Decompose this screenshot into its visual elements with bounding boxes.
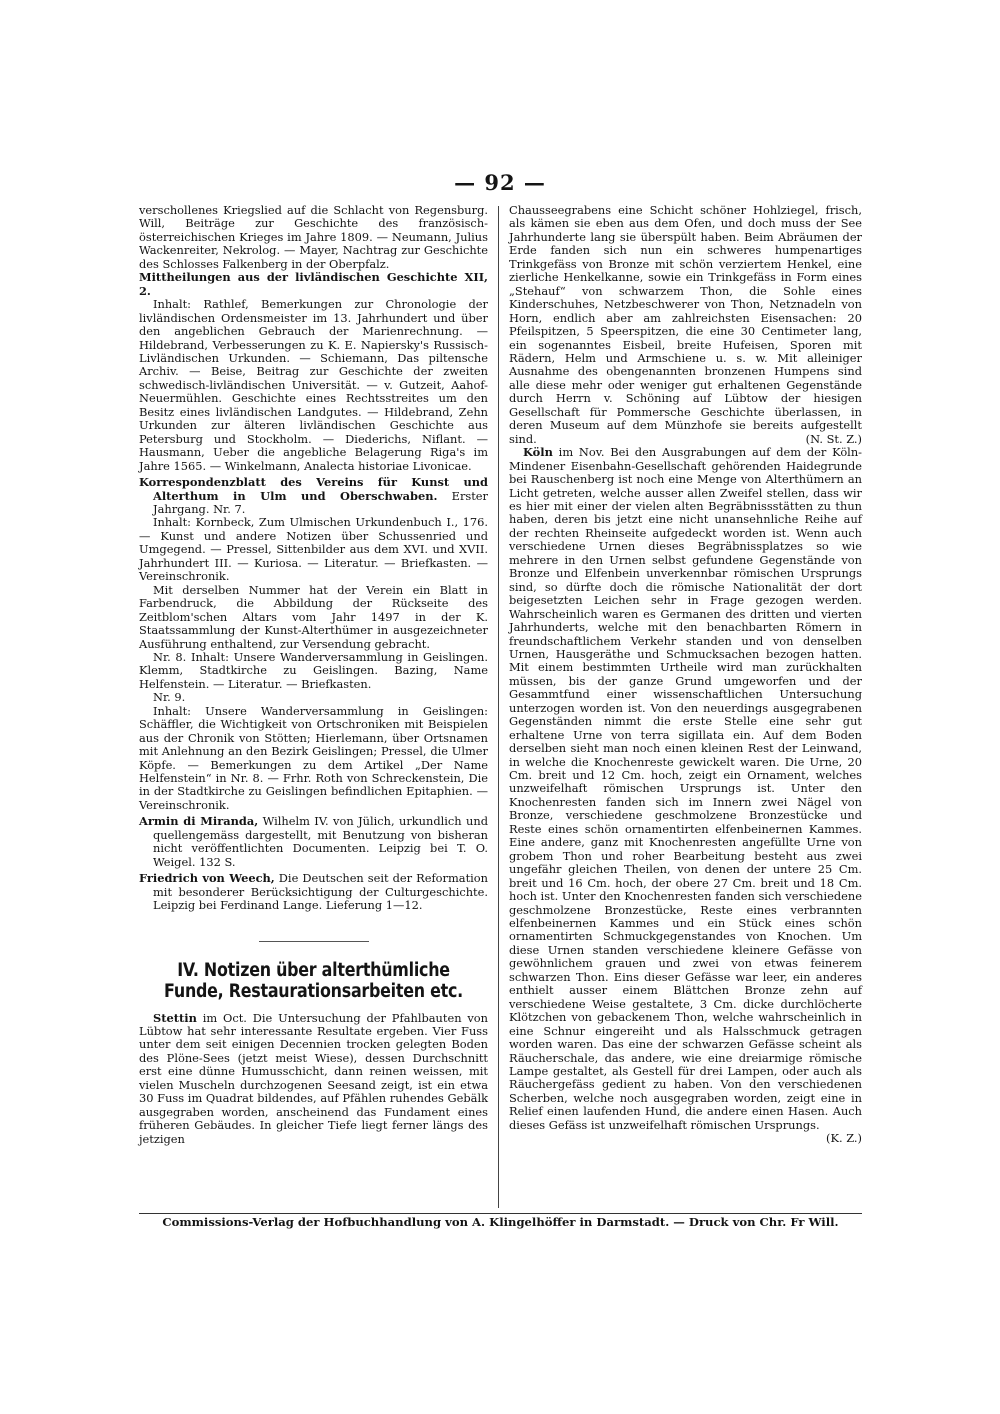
section-title: IV. Notizen über alterthümliche Funde, Restaurationsarbeiten etc. — [164, 959, 463, 1002]
entry-ulm-title: Korrespondenzblatt des Vereins für Kunst und Alterthum in Ulm und Oberschwaben. — [139, 475, 488, 503]
section-divider — [259, 941, 369, 942]
entry-weech-author: Friedrich von Weech, — [139, 871, 275, 886]
entry-ulm-p2: Mit derselben Nummer hat der Verein ein Blatt in Farbendruck, die Abbildung der Rückseite des Zeitblom'schen Altars vom Jahr 1497 in der K. Staatssammlung der Kunst-Alterthümer in ausgezeichneter Ausführung enthaltend, zur Versendung gebracht. — [139, 582, 488, 651]
report-stettin-continued — [509, 204, 862, 446]
footer-rule — [139, 1213, 862, 1214]
entry-ulm-title-rest: Erster Jahrgang. Nr. 7. — [153, 488, 488, 516]
entry-miranda — [139, 815, 488, 869]
entry-livland-body: Inhalt: Rathlef, Bemerkungen zur Chronologie der livländischen Ordensmeister im 13. Jahrhundert und über den angeblichen Gebrauch der Marienrechnung. — Hildebrand, Verbesserungen zu K. E. Napiersky's Russisch-Livländischen Urkunden. — Schiemann, Das piltensche Archiv. — Beise, Beitrag zur Geschichte der zweiten schwedisch-livländischen Universität. — v. Gutzeit, Aahof-Neuermühlen. Geschichte eines Rechtsstreites um den Besitz eines livländischen Landgutes. — Hildebrand, Zehn Urkunden zur älteren livländischen Geschichte aus Petersburg und Stockholm. — Diederichs, Niflant. — Hausmann, Ueber die angebliche Belagerung Riga's im Jahre 1565. — Winkelmann, Analecta historiae Livonicae. — [139, 297, 488, 473]
report-koeln — [509, 445, 863, 1146]
report-koeln-place: Köln — [523, 445, 553, 460]
entry-weech-body: Die Deutschen seit der Reformation mit besonderer Berücksichtigung der Culturgeschichte. Leipzig bei Ferdinand Lange. Lieferung 1—12. — [153, 871, 488, 913]
entry-ulm-heading — [139, 476, 488, 516]
column-rule — [498, 206, 499, 1208]
report-stettin-place: Stettin — [153, 1010, 197, 1025]
left-column — [139, 204, 488, 1146]
entry-ulm-p5: Inhalt: Unsere Wanderversammlung in Geislingen: Schäffler, die Wichtigkeit von Ortschroniken mit Beispielen aus der Chronik von Stötten; Hierlemann, über Ortsnamen mit Anlehnung an den Bezirk Geislingen; Pressel, die Ulmer Köpfe. — Bemerkungen zu dem Artikel „Der Name Helfenstein“ in Nr. 8. — Frhr. Roth von Schreckenstein, Die in der Stadtkirche zu Geislingen befindlichen Epitaphien. — Vereinschronik. — [139, 703, 488, 812]
footer-imprint: Commissions-Verlag der Hofbuchhandlung von A. Klingelhöffer in Darmstadt. — Druck von Chr. Fr Will. — [162, 1215, 839, 1229]
report-stettin — [139, 1012, 488, 1147]
report-stettin-body: im Oct. Die Untersuchung der Pfahlbauten von Lübtow hat sehr interessante Resultate ergeben. Vier Fuss unter dem seit einigen Decennien trocken gelegten Boden des Plöne-Sees (jetzt meist Wiese), dessen Durchschnitt erst eine dünne Humusschicht, dann reinen weissen, mit vielen Muscheln durchzogenen Seesand zeigt, ist ein etwa 30 Fuss im Quadrat bildendes, auf Pfählen ruhendes Gebälk ausgegraben worden, anscheinend das Fundament eines früheren Gebäudes. In gleicher Tiefe liegt ferner längs des jetzigen — [139, 1010, 488, 1146]
report-stettin-cont-text: Chausseegrabens eine Schicht schöner Hohlziegel, frisch, als kämen sie eben aus dem Ofen, und doch muss der See Jahrhunderte lang sie überspült haben. Beim Abräumen der Erde fanden sich nun ein schweres humpenartiges Trinkgefäss von Bronze mit schön verziertem Henkel, eine zierliche Henkelkanne, sowie ein Trinkgefäss in Form eines „Stehauf“ von schwarzem Thon, die Sohle eines Kinderschuhes, Netzbeschwerer von Thon, Netznadeln von Horn, endlich aber am zahlreichsten Eisensachen: 20 Pfeilspitzen, 5 Speerspitzen, die eine 30 Centimeter lang, ein sogenanntes Eisbeil, breite Hufeisen, Sporen mit Rädern, Helm und Armschiene u. s. w. Mit alleiniger Ausnahme des obengenannten bronzenen Humpens sind alle diese mehr oder weniger gut erhaltenen Gegenstände durch Herrn v. Schöning auf Lübtow der hiesigen Gesellschaft für Pommersche Geschichte überlassen, in deren Museum auf dem Münzhofe sie bereits aufgestellt sind. — [509, 203, 862, 446]
entry-livland-title: Mittheilungen aus der livländischen Geschichte XII, 2. — [139, 270, 488, 298]
entry-miranda-body: Wilhelm IV. von Jülich, urkundlich und quellengemäss dargestellt, mit Benutzung von bisheran nicht veröffentlichten Documenten. Leipzig bei T. O. Weigel. 132 S. — [153, 814, 488, 869]
entry-ulm-p4: Nr. 9. — [153, 690, 186, 705]
report-koeln-body: im Nov. Bei den Ausgrabungen auf dem der Köln-Mindener Eisenbahn-Gesellschaft gehörenden Haidegrunde bei Rauschenberg ist noch eine Menge von Alterthümern an Licht getreten, welche ausser allen Zweifel stellen, dass wir es hier mit einer der vielen alten Begräbnissstätten zu thun haben, deren bis jetzt eine nicht unansehnliche Reihe auf der rechten Rheinseite aufgedeckt worden ist. Wenn auch verschiedene Urnen dieses Begräbnissplatzes so wie mehrere in den Urnen selbst gefundene Gegenstände von Bronze und Elfenbein unverkennbar römischen Ursprungs sind, so dürfte doch die römische Nationalität der dort beigesetzten Leichen sehr in Frage gezogen werden. Wahrscheinlich waren es Germanen des dritten und vierten Jahrhunderts, welche mit den benachbarten Römern in freundschaftlichem Verkehr standen und von denselben Urnen, Hausgeräthe und Schmucksachen bezogen hatten. Mit einem bestimmten Urtheile wird man zurückhalten müssen, bis der ganze Grund umgeworfen und der Gesammtfund einer wissenschaftlichen Untersuchung unterzogen worden ist. Von den neuerdings ausgegrabenen Gegenständen nimmt die erste Stelle eine sehr gut erhaltene Urne von terra sigillata ein. Auf dem Boden derselben sieht man noch einen kleinen Rest der Leinwand, in welche die Knochenreste gewickelt waren. Die Urne, 20 Cm. breit und 12 Cm. hoch, zeigt ein Ornament, welches unzweifelhaft römischen Ursprungs ist. Unter den Knochenresten fanden sich im Innern zwei Nägel von Bronze, verschiedene geschmolzene Bronzestücke und Reste eines schön ornamentirten elfenbeinernen Kammes. Eine andere, ganz mit Knochenresten angefüllte Urne von grobem Thon und roher Bearbeitung besteht aus zwei ungefähr gleichen Theilen, von denen der untere 25 Cm. breit und 16 Cm. hoch, der obere 27 Cm. breit und 18 Cm. hoch ist. Unter den Knochenresten fanden sich verschiedene geschmolzene Bronzestücke, Reste eines verbrannten elfenbeinernen Kammes und ein Stück eines schön ornamentirten Schmuckgegenstandes von Knochen. Um diese Urnen standen verschiedene kleinere Gefässe von gewöhnlichem grauen und zwei von etwas feinerem schwarzen Thon. Eins dieser Gefässe war leer, ein anderes enthielt ausser einem Blättchen Bronze zehn auf verschiedene Weise gestaltete, 3 Cm. dicke durchlöcherte Klötzchen von gebackenem Thon, welche wahrscheinlich in eine Schnur eingereiht und als Halsschmuck getragen worden waren. Das eine der schwarzen Gefässe scheint als Räucherschale, das andere, wie eine dreiarmige römische Lampe gestaltet, als Gestell für drei Lampen, oder auch als Räuchergefäss gedient zu haben. Von den verschiedenen Scherben, welche noch ausgegraben worden, zeigt eine in Relief einen laufenden Hund, die andere einen Hasen. Auch dieses Gefäss ist unzweifelhaft römischen Ursprungs. — [509, 445, 863, 1132]
page-number: — 92 — — [454, 170, 546, 195]
entry-livland — [139, 271, 488, 473]
entry-ulm-p3: Nr. 8. Inhalt: Unsere Wanderversammlung in Geislingen. Klemm, Stadtkirche zu Geislingen. Bazing, Name Helfenstein. — Literatur. — Briefkasten. — [139, 649, 488, 691]
entry-miranda-text — [139, 815, 488, 869]
entry-miranda-author: Armin di Miranda, — [139, 814, 259, 829]
entry-ulm — [139, 476, 488, 812]
entry-weech-text — [139, 872, 488, 912]
report-stettin-source: (N. St. Z.) — [805, 431, 862, 446]
report-koeln-source: (K. Z.) — [826, 1131, 862, 1146]
intro-text: verschollenes Kriegslied auf die Schlacht von Regensburg. Will, Beiträge zur Geschichte des französisch-österreichischen Krieges im Jahre 1809. — Neumann, Julius Wackenreiter, Nekrolog. — Mayer, Nachtrag zur Geschichte des Schlosses Falkenberg in der Oberpfalz. — [139, 203, 488, 271]
right-column — [509, 204, 862, 1146]
entry-weech — [139, 872, 488, 912]
entry-ulm-p1: Inhalt: Kornbeck, Zum Ulmischen Urkundenbuch I., 176. — Kunst und andere Notizen über Schussenried und Umgegend. — Pressel, Sittenbilder aus dem XVI. und XVII. Jahrhundert III. — Kuriosa. — Literatur. — Briefkasten. — Vereinschronik. — [139, 515, 488, 584]
